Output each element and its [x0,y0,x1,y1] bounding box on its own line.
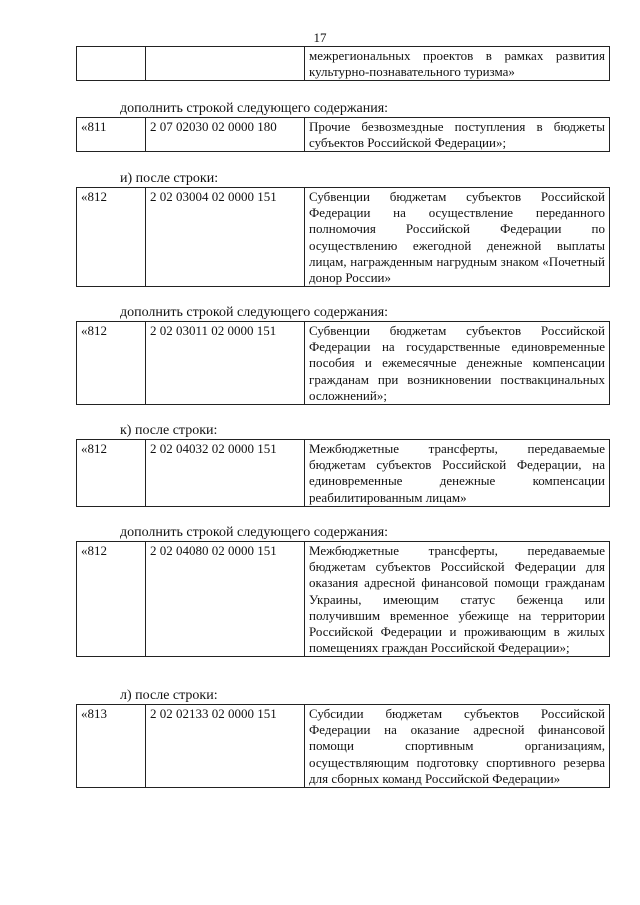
instruction-after-row-l: л) после строки: [120,688,218,703]
description-cell: Субвенции бюджетам субъектов Российской Федерации на государственные единовременные пособия и ежемесячные денежные компенсации гражданам при возникновении поствакцинальных осложнений»; [305,322,610,405]
description-cell: межрегиональных проектов в рамках развития культурно-познавательного туризма» [305,47,610,81]
budget-table-7 [76,704,610,788]
admin-code-cell: «812 [77,188,146,287]
instruction-after-row-k: к) после строки: [120,423,218,438]
budget-table-2 [76,117,610,152]
description-cell: Межбюджетные трансферты, передаваемые бюджетам субъектов Российской Федерации для оказания адресной финансовой помощи гражданам Украины, имеющим статус беженца или получившим временное убежище на территории Российской Федерации и проживающим в жилых помещениях граждан Российской Федерации»; [305,542,610,657]
budget-table-5 [76,439,610,507]
instruction-add-row-1: дополнить строкой следующего содержания: [120,101,389,116]
admin-code-cell [77,47,146,81]
admin-code-cell: «811 [77,118,146,152]
instruction-add-row-2: дополнить строкой следующего содержания: [120,305,389,320]
instruction-add-row-3: дополнить строкой следующего содержания: [120,525,389,540]
table-row [77,705,610,788]
budget-table-6 [76,541,610,657]
description-cell: Субсидии бюджетам субъектов Российской Федерации на оказание адресной финансовой помощи спортивным организациям, осуществляющим подготовку спортивного резерва для сборных команд Российской Федерации» [305,705,610,788]
budget-code-cell: 2 07 02030 02 0000 180 [146,118,305,152]
table-row [77,188,610,287]
budget-table-4 [76,321,610,405]
budget-code-cell [146,47,305,81]
page-number: 17 [313,30,327,45]
budget-code-cell: 2 02 04032 02 0000 151 [146,440,305,507]
budget-code-cell: 2 02 03011 02 0000 151 [146,322,305,405]
table-row [77,440,610,507]
budget-table-1 [76,46,610,81]
instruction-after-row-i: и) после строки: [120,171,219,186]
table-row [77,322,610,405]
admin-code-cell: «812 [77,440,146,507]
description-cell: Субвенции бюджетам субъектов Российской Федерации на осуществление переданного полномочия Российской Федерации по осуществлению ежегодной денежной выплаты лицам, награжденным нагрудным знаком «Почетный донор России» [305,188,610,287]
budget-code-cell: 2 02 04080 02 0000 151 [146,542,305,657]
description-cell: Прочие безвозмездные поступления в бюджеты субъектов Российской Федерации»; [305,118,610,152]
admin-code-cell: «812 [77,322,146,405]
budget-table-3 [76,187,610,287]
budget-code-cell: 2 02 02133 02 0000 151 [146,705,305,788]
table-row [77,47,610,81]
table-row [77,118,610,152]
description-cell: Межбюджетные трансферты, передаваемые бюджетам субъектов Российской Федерации, на единовременные денежные компенсации реабилитированным лицам» [305,440,610,507]
admin-code-cell: «812 [77,542,146,657]
admin-code-cell: «813 [77,705,146,788]
budget-code-cell: 2 02 03004 02 0000 151 [146,188,305,287]
table-row [77,542,610,657]
